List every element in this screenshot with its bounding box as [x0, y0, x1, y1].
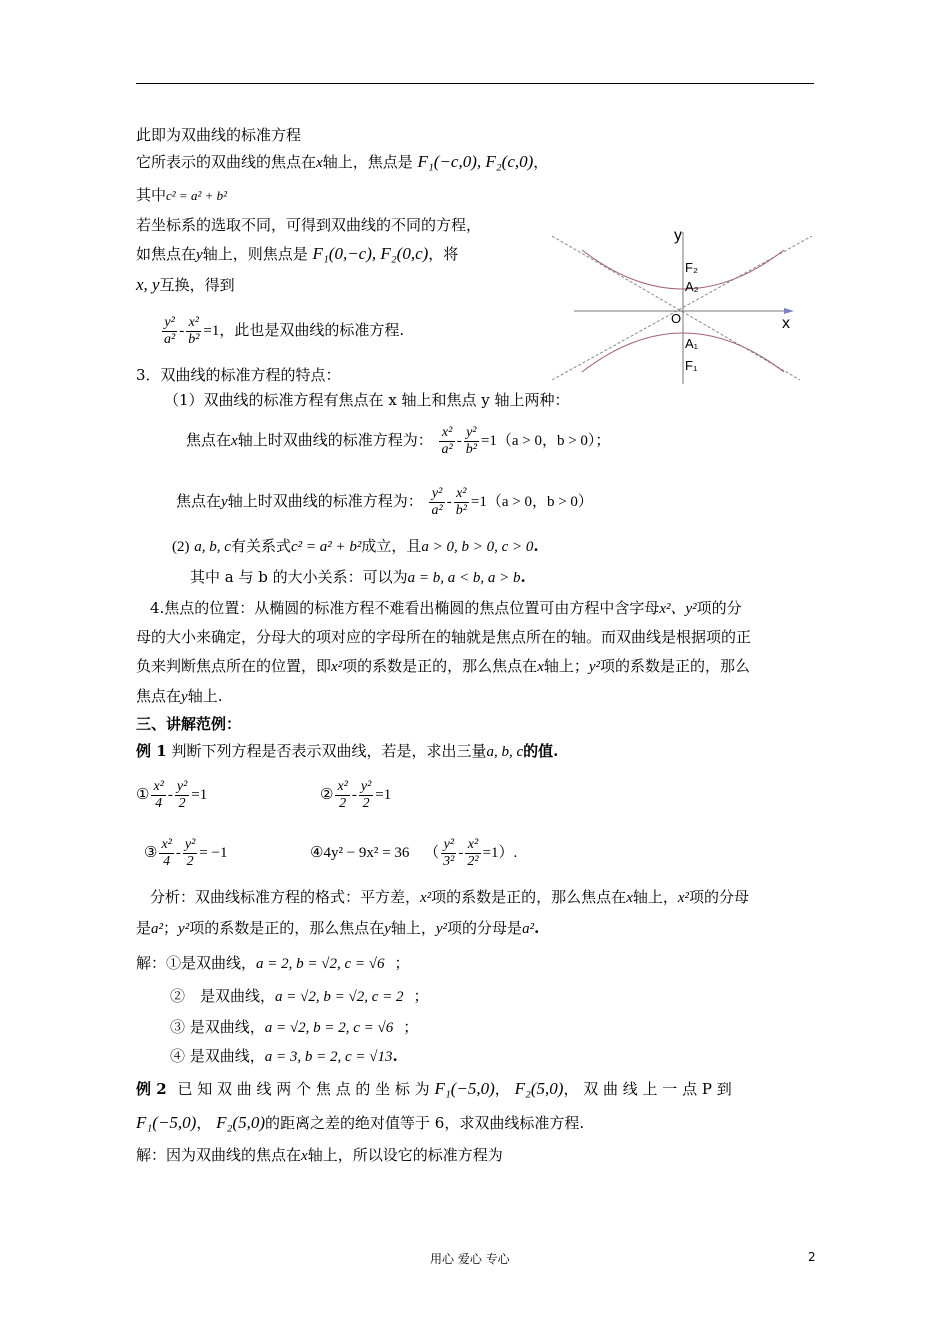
solution-2: ② 是双曲线，a = √2, b = √2, c = 2 ；: [170, 987, 429, 1005]
math: y: [196, 247, 203, 263]
text: （1）双曲线的标准方程有焦点在 x 轴上和焦点 y 轴上两种：: [164, 391, 570, 409]
x-label: x: [782, 315, 790, 332]
example-2-line-1: 例 2 已 知 双 曲 线 两 个 焦 点 的 坐 标 为 F₁(−5,0)， F₂(5,0)， 双 曲 线 上 一 点 P 到: [136, 1079, 732, 1098]
math: y: [221, 494, 228, 510]
text: 轴上时双曲线的标准方程为：: [237, 431, 433, 449]
example-2-line-2: F₁(−5,0)， F₂(5,0)的距离之差的绝对值等于 6，求双曲线标准方程.: [136, 1113, 585, 1132]
hyperbola-diagram: [548, 222, 820, 388]
asymptote-1: [552, 236, 800, 380]
solution-1: 解：①是双曲线，a = 2, b = √2, c = √6 ；: [136, 954, 410, 972]
fraction: $\frac{\text{y²}}{\text{b²}}$: [465, 424, 477, 457]
text-line: [136, 151, 548, 174]
text: 焦点在: [176, 492, 222, 510]
equation-line: 焦点在y轴上时双曲线的标准方程为： $\frac{\text{y²}}{\text{a²}}$ - $\frac{\text{x²}}{\text{b²}}$ =1（a > 0，b > 0）: [176, 485, 593, 518]
equation-4: ④4y² − 9x² = 36 （ $\frac{\text{y²}}{\text{3²}}$ - $\frac{\text{x²}}{\text{2²}}$ =1）.: [310, 836, 518, 869]
text-line: [136, 184, 227, 207]
text-line: 其中 a 与 b 的大小关系：可以为a = b, a < b, a > b.: [190, 568, 526, 586]
fraction: $\frac{\text{x²}}{\text{b²}}$: [188, 314, 200, 347]
fraction: $\frac{\text{x²}}{\text{b²}}$: [455, 485, 467, 518]
header-rule: [136, 83, 814, 84]
equation-3: ③ $\frac{\text{x²}}{4}$ - $\frac{\text{y²}}{2}$ = −1: [144, 836, 228, 869]
math: x: [316, 155, 323, 171]
text: ，此也是双曲线的标准方程.: [219, 321, 405, 339]
text: 它所表示的双曲线的焦点在: [136, 153, 317, 171]
example-2-line-3: 解：因为双曲线的焦点在x轴上，所以设它的标准方程为: [136, 1146, 503, 1164]
a1-label: A₁: [685, 336, 699, 351]
text: 如焦点在: [136, 245, 197, 263]
text: 轴上时双曲线的标准方程为：: [227, 492, 423, 510]
text: ，: [533, 153, 549, 171]
solution-4: ④ 是双曲线，a = 3, b = 2, c = √13.: [170, 1047, 398, 1065]
math-foci: F₁(−c,0), F₂(c,0): [417, 152, 534, 171]
origin-label: O: [671, 311, 682, 326]
text-line: 母的大小来确定，分母大的项对应的字母所在的轴就是焦点所在的轴。而双曲线是根据项的正: [136, 628, 752, 646]
text: 焦点在: [186, 431, 232, 449]
page-number: 2: [808, 1250, 816, 1264]
text: ，将: [428, 245, 459, 263]
fraction: $\frac{\text{y²}}{\text{a²}}$: [164, 314, 176, 347]
math: x: [231, 433, 238, 449]
text-line: 负来判断焦点所在的位置，即x²项的系数是正的，那么焦点在x轴上；y²项的系数是正的，那么: [136, 657, 751, 675]
x-axis-arrow-icon: [784, 308, 794, 314]
text-line: 分析：双曲线标准方程的格式：平方差，x²项的系数是正的，那么焦点在x轴上，x²项的分母: [150, 888, 750, 906]
example-heading: 例 1 判断下列方程是否表示双曲线，若是，求出三量a, b, c的值.: [136, 742, 559, 760]
math: x, y: [136, 275, 160, 294]
text-line: [164, 389, 570, 411]
equation-2: ② $\frac{\text{x²}}{2}$ - $\frac{\text{y²}}{2}$ =1: [320, 778, 392, 811]
fraction: $\frac{\text{x²}}{\text{a²}}$: [441, 424, 453, 457]
math-foci: F₁(0,−c), F₂(0,c): [312, 244, 429, 263]
text: 轴上，焦点是: [322, 153, 413, 171]
f1-label: F₁: [685, 358, 698, 373]
text: 轴上，则焦点是: [202, 245, 308, 263]
text: 其中: [136, 186, 167, 204]
equation-1: ① $\frac{\text{x²}}{4}$ - $\frac{\text{y²}}{2}$ =1: [136, 778, 208, 811]
text: 3．双曲线的标准方程的特点：: [136, 366, 341, 384]
text-line: [136, 124, 301, 146]
text-line: 是a²；y²项的系数是正的，那么焦点在y轴上，y²项的分母是a².: [136, 919, 540, 937]
y-label: y: [674, 227, 682, 244]
text-line: [136, 214, 481, 236]
solution-3: ③ 是双曲线，a = √2, b = 2, c = √6 ；: [170, 1018, 419, 1036]
text: 若坐标系的选取不同，可得到双曲线的不同的方程，: [136, 216, 482, 234]
text: 互换，得到: [159, 276, 235, 294]
text-line: 4.焦点的位置：从椭圆的标准方程不难看出椭圆的焦点位置可由方程中含字母x²、y²项的分: [150, 599, 742, 617]
text: 此即为双曲线的标准方程: [136, 126, 302, 144]
text-line: 焦点在y轴上.: [136, 687, 223, 705]
text-line: [136, 243, 458, 266]
equation-line: 焦点在x轴上时双曲线的标准方程为： $\frac{\text{x²}}{\text{a²}}$ - $\frac{\text{y²}}{\text{b²}}$ =1（a > 0，b > 0）；: [186, 424, 611, 457]
math: c² = a² + b²: [166, 188, 228, 203]
a2-label: A₂: [685, 279, 699, 294]
f2-label: F₂: [685, 260, 698, 275]
text-line: (2) a, b, c有关系式c² = a² + b²成立，且a > 0, b > 0, c > 0.: [172, 537, 539, 555]
equation-line: $\frac{\text{y²}}{\text{a²}}$ - $\frac{\text{x²}}{\text{b²}}$ =1，此也是双曲线的标准方程.: [164, 314, 405, 347]
footer-text: 用心 爱心 专心: [430, 1252, 510, 1266]
text-line: [136, 364, 341, 386]
text-line: [136, 274, 235, 296]
section-heading: 三、讲解范例：: [136, 715, 242, 733]
fraction: $\frac{\text{y²}}{\text{a²}}$: [431, 485, 443, 518]
